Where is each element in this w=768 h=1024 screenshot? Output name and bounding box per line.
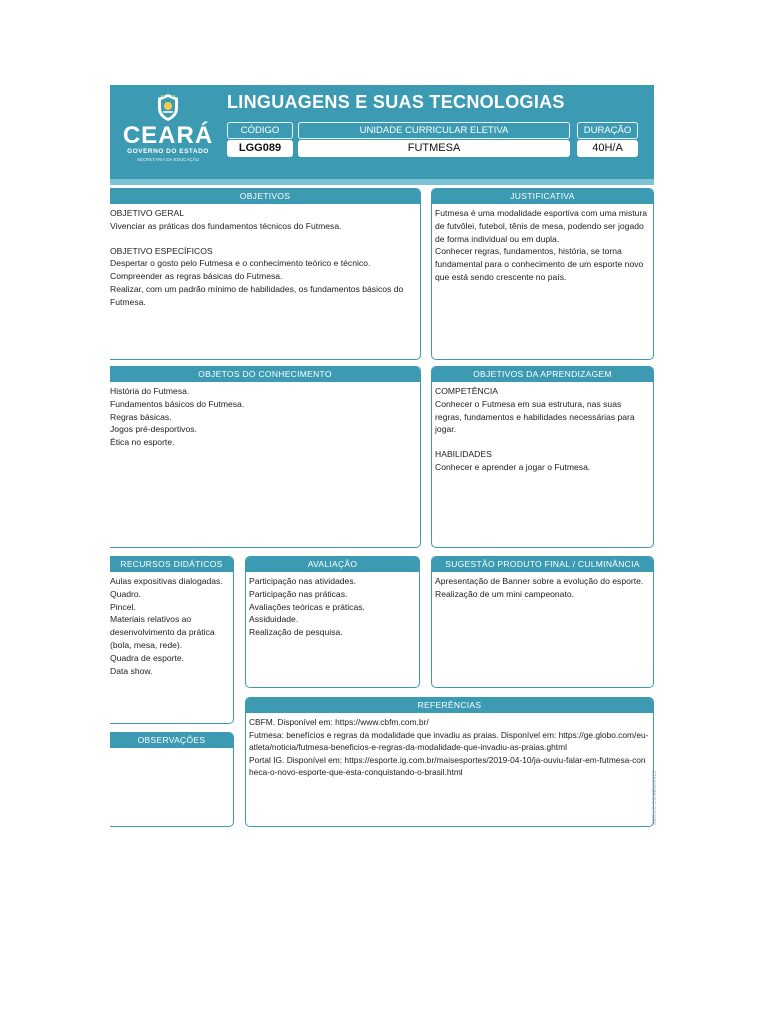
objetos-card	[110, 366, 421, 548]
specific-objective-item: Realizar, com um padrão mínimo de habilidades, os fundamentos básicos do Futmesa.	[110, 283, 404, 307]
sugestao-title: SUGESTÃO PRODUTO FINAL / CULMINÂNCIA	[432, 557, 653, 572]
recurso-item: Quadro.	[110, 588, 142, 599]
sugestao-item: Realização de um mini campeonato.	[435, 588, 575, 599]
referencias-card	[245, 697, 654, 827]
justificativa-card	[431, 188, 654, 360]
referencias-title: REFERÊNCIAS	[246, 698, 653, 713]
unit-value: FUTMESA	[298, 140, 570, 157]
competencia-label: COMPETÊNCIA	[435, 386, 499, 396]
logo-government: GOVERNO DO ESTADO	[127, 148, 209, 155]
unit-label: UNIDADE CURRICULAR ELETIVA	[298, 122, 570, 139]
recursos-card	[110, 556, 234, 724]
objetos-title: OBJETOS DO CONHECIMENTO	[110, 367, 420, 382]
code-value: LGG089	[227, 140, 293, 157]
sugestao-item: Apresentação de Banner sobre a evolução do esporte.	[435, 576, 644, 586]
recurso-item: Data show.	[110, 665, 153, 676]
duration-label: DURAÇÃO	[577, 122, 638, 139]
specific-objectives-label: OBJETIVO ESPECÍFICOS	[110, 245, 213, 256]
page-title: LINGUAGENS E SUAS TECNOLOGIAS	[227, 92, 565, 112]
avaliacao-item: Avaliações teóricas e práticas.	[249, 601, 365, 612]
specific-objective-item: Despertar o gosto pelo Futmesa e o conhecimento teórico e técnico.	[110, 258, 371, 269]
avaliacao-card	[245, 556, 420, 688]
recursos-title: RECURSOS DIDÁTICOS	[110, 557, 233, 572]
objeto-item: Jogos pré-desportivos.	[110, 424, 197, 435]
avaliacao-item: Participação nas práticas.	[249, 588, 348, 599]
code-label: CÓDIGO	[227, 122, 293, 139]
header-strip	[110, 179, 654, 185]
recurso-item: Pincel.	[110, 601, 136, 612]
observacoes-card	[110, 732, 234, 827]
avaliacao-item: Realização de pesquisa.	[249, 627, 343, 638]
referencia-item: CBFM. Disponível em: https://www.cbfm.com.br/	[249, 717, 429, 727]
sugestao-card	[431, 556, 654, 688]
avaliacao-item: Participação nas atividades.	[249, 576, 357, 586]
avaliacao-item: Assiduidade.	[249, 614, 299, 625]
general-objective-label: OBJETIVO GERAL	[110, 208, 185, 218]
ceara-logo	[118, 92, 218, 170]
objeto-item: História do Futmesa.	[110, 386, 190, 396]
avaliacao-title: AVALIAÇÃO	[246, 557, 419, 572]
referencia-item: Futmesa: benefícios e regras da modalidade que invadiu as praias. Disponível em: https://ge.globo.com/eu-atleta/noticia/futmesa-beneficios-e-regras-da-modalidade-que-invadiu-as-praias.ghtml	[249, 729, 649, 753]
duration-value: 40H/A	[577, 140, 638, 157]
observacoes-title: OBSERVAÇÕES	[110, 733, 233, 748]
objetivos-card	[110, 188, 421, 360]
aprendizagem-card	[431, 366, 654, 548]
habilidades-label: HABILIDADES	[435, 449, 492, 460]
referencia-item: Portal IG. Disponível em: https://esporte.ig.com.br/maisesportes/2019-04-10/ja-ouviu-falar-em-futmesa-conheca-o-novo-esporte-que-esta-conquistando-o-brasil.html	[249, 754, 646, 778]
ceara-crest-icon	[155, 92, 181, 122]
logo-name: CEARÁ	[122, 122, 214, 149]
specific-objective-item: Compreender as regras básicas do Futmesa.	[110, 271, 283, 282]
recurso-item: Quadra de esporte.	[110, 652, 185, 663]
habilidades-text: Conhecer e aprender a jogar o Futmesa.	[435, 461, 591, 472]
objeto-item: Regras básicas.	[110, 411, 172, 422]
objeto-item: Ética no esporte.	[110, 437, 175, 448]
justificativa-title: JUSTIFICATIVA	[432, 189, 653, 204]
competencia-text: Conhecer o Futmesa em sua estrutura, nas suas regras, fundamentos e habilidades necessárias para jogar.	[435, 398, 635, 435]
general-objective-text: Vivenciar as práticas dos fundamentos técnicos do Futmesa.	[110, 220, 342, 231]
logo-secretary: SECRETARIA DA EDUCAÇÃO	[136, 157, 200, 162]
objeto-item: Fundamentos básicos do Futmesa.	[110, 398, 245, 409]
aprendizagem-title: OBJETIVOS DA APRENDIZAGEM	[432, 367, 653, 382]
justificativa-paragraph: Futmesa é uma modalidade esportiva com uma mistura de futvôlei, futebol, tênis de mesa, podendo ser jogado de forma individual ou em dupla.	[435, 208, 648, 244]
recurso-item: Aulas expositivas dialogadas.	[110, 576, 223, 586]
justificativa-paragraph: Conhecer regras, fundamentos, história, se torna fundamental para o conhecimento de um esporte novo que está sendo crescente no país.	[435, 246, 644, 282]
objetivos-title: OBJETIVOS	[110, 189, 420, 204]
recurso-item: Materiais relativos ao desenvolvimento da prática (bola, mesa, rede).	[110, 614, 215, 650]
side-note: SEDUC/COGEM/2022	[652, 770, 658, 826]
